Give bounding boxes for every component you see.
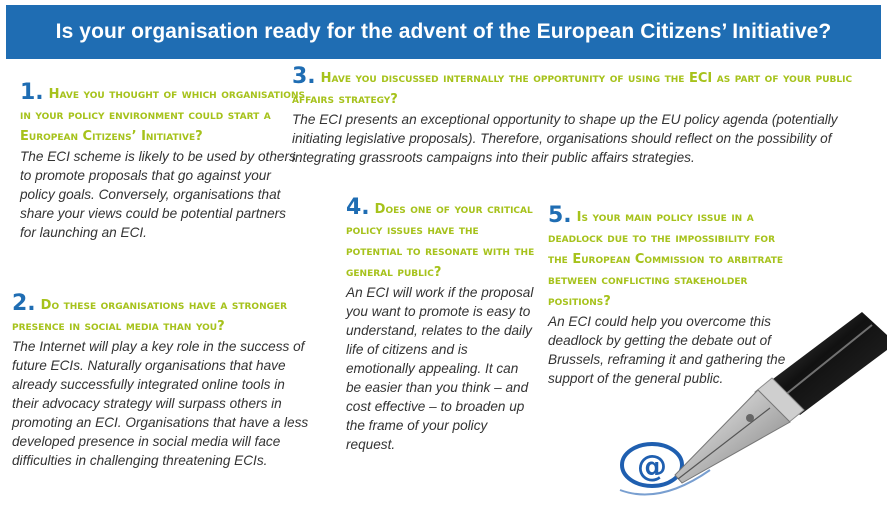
- section-4-body: An ECI will work if the proposal you want to promote is easy to understand, relates to the daily life of citizens and is emotionally appealing. It can be easier than you think – and cost effective – to broaden up the frame of your policy request.: [346, 285, 534, 452]
- section-5-number: 5.: [548, 203, 572, 228]
- section-5-body: An ECI could help you overcome this deadlock by getting the debate out of Brussels, reframing it and gathering the support of the general public.: [548, 314, 786, 386]
- section-1: [20, 82, 305, 242]
- section-2-heading-text: Do these organisations have a stronger presence in social media than you?: [12, 298, 288, 334]
- section-2-heading: [12, 293, 312, 337]
- section-3: [292, 66, 862, 167]
- section-2-number: 2.: [12, 291, 36, 316]
- section-4-number: 4.: [346, 195, 370, 220]
- section-5-heading-text: Is your main policy issue in a deadlock due to the impossibility for the European Commission to arbitrate between conflicting stakeholder positions?: [548, 210, 783, 309]
- title-banner: [6, 5, 881, 59]
- svg-text:@: @: [637, 449, 667, 484]
- section-4-heading-text: Does one of your critical policy issues have the potential to resonate with the general public?: [346, 202, 535, 280]
- section-3-heading: [292, 66, 862, 110]
- section-3-heading-text: Have you discussed internally the opportunity of using the ECI as part of your public affairs strategy?: [292, 71, 853, 107]
- section-1-heading-text: Have you thought of which organisations in your policy environment could start a European Citizens’ Initiative?: [20, 87, 305, 144]
- section-4: [346, 197, 536, 454]
- section-3-number: 3.: [292, 64, 316, 89]
- section-3-body: The ECI presents an exceptional opportunity to shape up the EU policy agenda (potentially initiating legislative proposals). Therefore, organisations should reflect on the possibility of integrating grassroots campaigns into their public affairs strategies.: [292, 112, 838, 165]
- fountain-pen-icon: [600, 290, 887, 510]
- section-1-body: The ECI scheme is likely to be used by others to promote proposals that go against your policy goals. Conversely, organisations that share your views could be potential partners for launching an ECI.: [20, 149, 296, 240]
- at-sign-icon: [622, 444, 682, 486]
- section-1-number: 1.: [20, 80, 44, 105]
- page-title: Is your organisation ready for the advent of the European Citizens’ Initiative?: [55, 20, 832, 43]
- section-1-heading: [20, 82, 305, 147]
- section-2: [12, 293, 312, 470]
- section-2-body: The Internet will play a key role in the success of future ECIs. Naturally organisations that have already successfully integrated online tools in their advocacy strategy will surpass others in promoting an ECI. Organisations that have a less developed presence in social media will face difficulties in challenging threatening ECIs.: [12, 339, 309, 468]
- section-4-heading: [346, 197, 536, 283]
